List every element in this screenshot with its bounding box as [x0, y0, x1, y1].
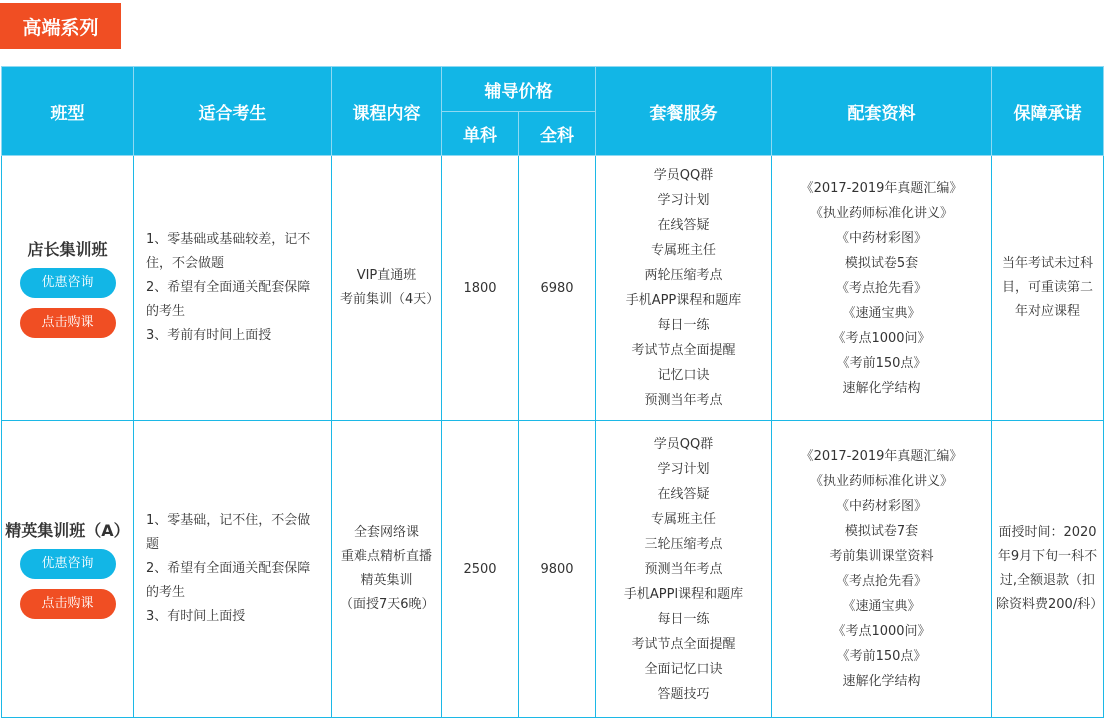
service-item: 全面记忆口诀 [644, 661, 723, 677]
materials-cell [772, 421, 992, 718]
service-item: 手机APP课程和题库 [625, 293, 742, 308]
single-price: 1800 [442, 156, 519, 421]
class-cell [2, 156, 134, 421]
suitable-item: 1、零基础或基础较差，记不住，不会做题 [146, 232, 311, 271]
course-table [1, 66, 1104, 718]
class-name: 店长集训班 [27, 240, 108, 259]
guarantee-cell: 面授时间：2020年9月下旬一科不过,全额退款（扣除资料费200/科） [992, 421, 1104, 718]
service-item: 在线答疑 [657, 218, 710, 233]
material-item: 《考点1000问》 [832, 624, 931, 639]
header-content: 课程内容 [332, 67, 442, 156]
material-item: 《考前150点》 [836, 649, 927, 664]
content-item: 精英集训 [360, 573, 413, 588]
single-price: 2500 [442, 421, 519, 718]
service-item: 每日一练 [657, 611, 710, 627]
material-item: 速解化学结构 [842, 674, 921, 689]
content-item: 考前集训（4天） [340, 292, 440, 307]
content-cell [332, 156, 442, 421]
service-item: 三轮压缩考点 [644, 536, 723, 552]
consult-button[interactable]: 优惠咨询 [20, 549, 116, 579]
material-item: 《考点抢先看》 [835, 280, 927, 296]
content-item: VIP直通班 [356, 268, 417, 283]
material-item: 《中药材彩图》 [835, 499, 927, 514]
header-suitable: 适合考生 [134, 67, 332, 156]
services-cell [596, 421, 772, 718]
material-item: 《2017-2019年真题汇编》 [800, 180, 963, 196]
header-services: 套餐服务 [596, 67, 772, 156]
suitable-item: 3、有时间上面授 [146, 609, 246, 624]
material-item: 模拟试卷5套 [844, 255, 919, 271]
services-cell [596, 156, 772, 421]
header-class-type: 班型 [2, 67, 134, 156]
class-cell [2, 421, 134, 718]
service-item: 学习计划 [657, 193, 710, 208]
suitable-item: 3、考前有时间上面授 [146, 328, 272, 343]
series-title: 高端系列 [0, 3, 121, 49]
content-cell [332, 421, 442, 718]
service-item: 答题技巧 [657, 686, 710, 702]
full-price: 6980 [519, 156, 596, 421]
material-item: 模拟试卷7套 [844, 524, 919, 539]
consult-button[interactable]: 优惠咨询 [20, 268, 116, 298]
header-guarantee: 保障承诺 [992, 67, 1104, 156]
header-single: 单科 [442, 112, 519, 156]
material-item: 《速通宝典》 [842, 599, 921, 614]
material-item: 《考点抢先看》 [835, 574, 927, 589]
service-item: 记忆口诀 [657, 368, 710, 383]
material-item: 《中药材彩图》 [835, 230, 927, 246]
service-item: 专属班主任 [650, 243, 716, 258]
service-item: 学习计划 [657, 461, 710, 477]
table-row [2, 421, 1104, 718]
material-item: 《速通宝典》 [842, 305, 921, 321]
header-full: 全科 [519, 112, 596, 156]
content-item: 重难点精析直播 [340, 549, 432, 564]
material-item: 《执业药师标准化讲义》 [809, 474, 953, 489]
service-item: 学员QQ群 [653, 168, 714, 183]
materials-cell [772, 156, 992, 421]
material-item: 《考点1000问》 [832, 330, 931, 346]
content-item: （面授7天6晚） [340, 597, 435, 612]
service-item: 每日一练 [657, 318, 710, 333]
buy-button[interactable]: 点击购课 [20, 308, 116, 338]
material-item: 《考前150点》 [836, 355, 927, 371]
service-item: 预测当年考点 [644, 561, 723, 577]
material-item: 《2017-2019年真题汇编》 [800, 449, 963, 464]
service-item: 考试节点全面提醒 [631, 636, 736, 652]
service-item: 学员QQ群 [653, 436, 714, 452]
header-price-group: 辅导价格 [442, 67, 596, 112]
buy-button[interactable]: 点击购课 [20, 589, 116, 619]
table-row [2, 156, 1104, 421]
service-item: 手机APPl课程和题库 [623, 586, 744, 602]
service-item: 在线答疑 [657, 486, 710, 502]
header-materials: 配套资料 [772, 67, 992, 156]
service-item: 专属班主任 [650, 511, 716, 527]
full-price: 9800 [519, 421, 596, 718]
suitable-cell [134, 156, 332, 421]
service-item: 考试节点全面提醒 [631, 343, 736, 358]
service-item: 预测当年考点 [644, 393, 723, 408]
suitable-cell [134, 421, 332, 718]
suitable-item: 2、希望有全面通关配套保障的考生 [146, 280, 311, 319]
suitable-item: 1、零基础，记不住，不会做题 [146, 513, 311, 552]
service-item: 两轮压缩考点 [644, 268, 723, 283]
material-item: 《执业药师标准化讲义》 [809, 205, 953, 221]
content-item: 全套网络课 [353, 525, 419, 540]
material-item: 速解化学结构 [842, 380, 921, 396]
suitable-item: 2、希望有全面通关配套保障的考生 [146, 561, 311, 600]
guarantee-cell: 当年考试未过科目，可重读第二年对应课程 [992, 156, 1104, 421]
material-item: 考前集训课堂资料 [829, 549, 934, 564]
class-name: 精英集训班（A） [5, 521, 130, 540]
